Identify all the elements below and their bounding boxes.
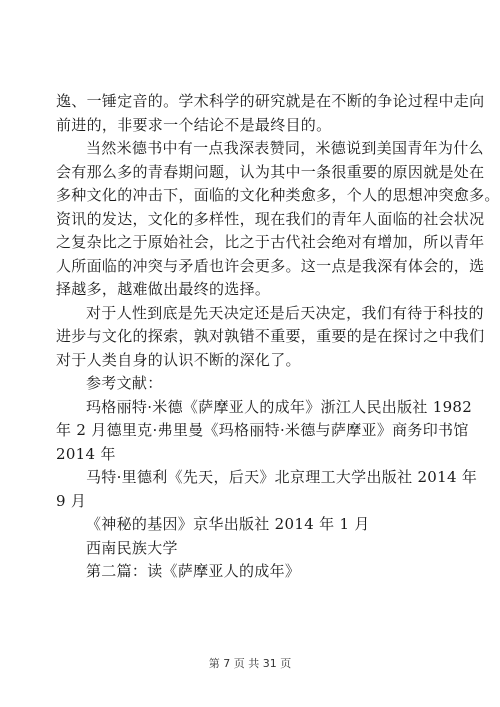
reference-line: 9 月: [56, 491, 87, 510]
page-footer: 第 7 页 共 31 页: [208, 657, 292, 670]
document-content: [56, 90, 500, 584]
affiliation-line: 西南民族大学: [86, 538, 178, 557]
body-line: 对于人性到底是先天决定还是后天决定，我们有待于科技的: [86, 303, 484, 322]
references-heading: 参考文献：: [86, 374, 163, 392]
body-line: 对于人类自身的认识不断的深化了。: [56, 350, 301, 369]
body-line: 择越多，越难做出最终的选择。: [56, 280, 271, 298]
body-line: 进步与文化的探索，孰对孰错不重要，重要的是在探讨之中我们: [56, 327, 485, 345]
body-text: [56, 90, 500, 396]
body-line: 之复杂比之于原始社会，比之于古代社会绝对有增加，所以青年: [56, 233, 485, 251]
reference-line: 2014 年: [56, 444, 116, 463]
body-line: 当然米德书中有一点我深表赞同，米德说到美国青年为什么: [86, 139, 484, 157]
reference-line: 年 2 月德里克·弗里曼《玛格丽特·米德与萨摩亚》商务印书馆: [56, 421, 469, 439]
body-line: 逸、一锤定音的。学术科学的研究就是在不断的争论过程中走向: [56, 92, 485, 110]
body-line: 多种文化的冲击下，面临的文化种类愈多，个人的思想冲突愈多。: [56, 186, 500, 204]
reference-line: 马特·里德利《先天，后天》北京理工大学出版社 2014 年: [86, 468, 478, 486]
reference-line: 玛格丽特·米德《萨摩亚人的成年》浙江人民出版社 1982: [86, 397, 473, 416]
body-line: 资讯的发达，文化的多样性，现在我们的青年人面临的社会状况: [56, 209, 485, 228]
body-line: 前进的，非要求一个结论不是最终目的。: [56, 115, 332, 134]
reference-line: 《神秘的基因》京华出版社 2014 年 1 月: [86, 515, 370, 533]
section-heading: 第二篇：读《萨摩亚人的成年》: [86, 562, 301, 580]
body-line: 会有那么多的青春期问题，认为其中一条很重要的原因就是处在: [56, 162, 485, 181]
body-line: 人所面临的冲突与矛盾也许会更多。这一点是我深有体会的，选: [56, 256, 485, 275]
references-list: [56, 396, 478, 584]
